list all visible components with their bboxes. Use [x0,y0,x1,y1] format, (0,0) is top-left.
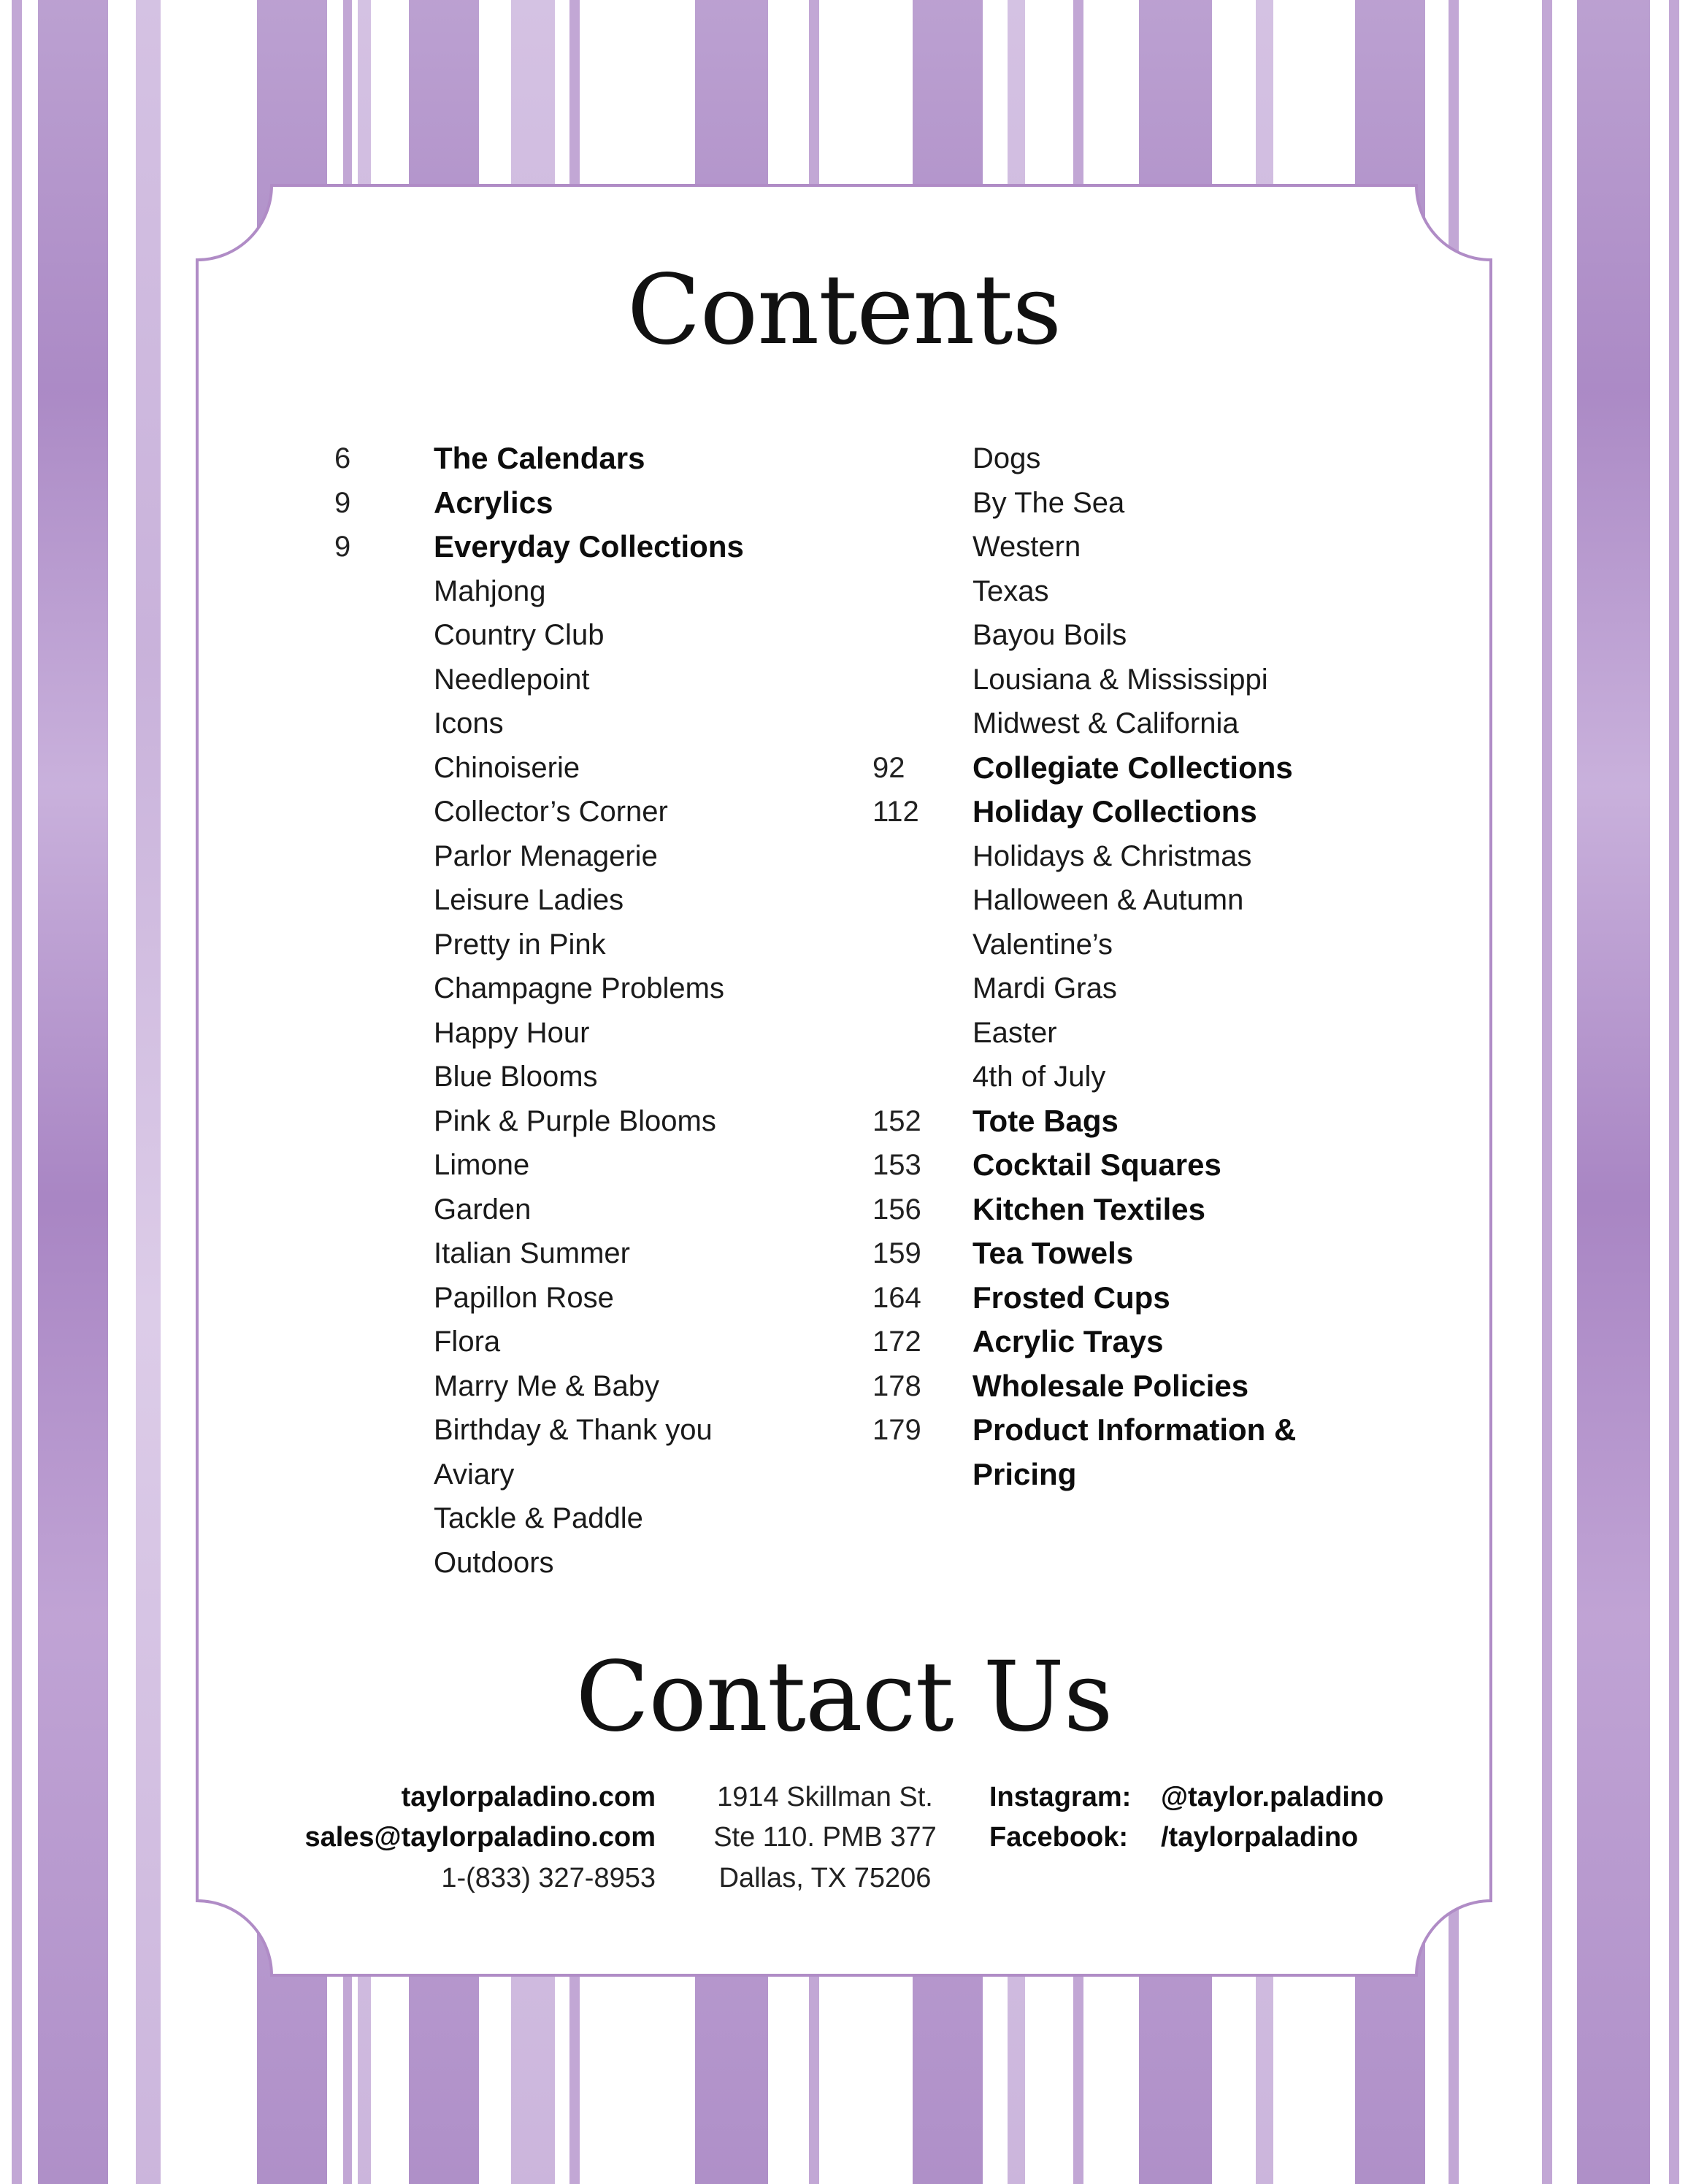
contact-website[interactable]: taylorpaladino.com [401,1782,656,1812]
facebook-handle[interactable]: /taylorpaladino [1161,1822,1359,1853]
toc-section-title: Wholesale Policies [972,1369,1249,1403]
instagram-handle[interactable]: @taylor.paladino [1161,1782,1384,1812]
toc-page-number: 152 [872,1105,921,1137]
contents-heading: Contents [626,254,1062,366]
toc-subsection-title: Collector’s Corner [434,796,668,828]
toc-page-number: 178 [872,1370,921,1402]
toc-page-number: 153 [872,1149,921,1181]
address-line-3: Dallas, TX 75206 [718,1863,932,1893]
toc-subsection-title: Mahjong [434,575,546,607]
toc-section-title: Holiday Collections [972,794,1257,828]
toc-subsection-title: Mardi Gras [972,972,1117,1004]
toc-subsection-title: Limone [434,1149,530,1181]
toc-page-number: 159 [872,1237,921,1269]
toc-subsection-title: Needlepoint [434,664,590,696]
toc-section-title: Acrylics [434,485,553,520]
toc-page-number: 92 [872,752,905,784]
toc-subsection-title: Leisure Ladies [434,884,624,916]
toc-page-number: 112 [872,796,919,828]
address-line-2: Ste 110. PMB 377 [713,1822,937,1853]
toc-subsection-title: Champagne Problems [434,972,724,1004]
toc-page-number: 9 [334,487,351,519]
toc-subsection-title: Bayou Boils [972,619,1127,651]
toc-subsection-title: Outdoors [434,1547,554,1579]
toc-subsection-title: Garden [434,1193,532,1226]
toc-subsection-title: Blue Blooms [434,1061,598,1093]
toc-page-number: 156 [872,1193,921,1226]
toc-section-title: Kitchen Textiles [972,1192,1205,1226]
toc-section-title: The Calendars [434,441,645,475]
toc-subsection-title: Valentine’s [972,928,1113,961]
instagram-label: Instagram: [989,1782,1132,1812]
toc-subsection-title: Italian Summer [434,1237,630,1269]
toc-subsection-title: Holidays & Christmas [972,840,1252,872]
toc-section-title: Cocktail Squares [972,1147,1221,1182]
toc-subsection-title: Tackle & Paddle [434,1502,643,1534]
toc-subsection-title: Midwest & California [972,707,1239,739]
toc-subsection-title: Icons [434,707,504,739]
toc-subsection-title: Birthday & Thank you [434,1414,713,1446]
toc-subsection-title: Dogs [972,442,1041,474]
toc-subsection-title: Papillon Rose [434,1282,614,1314]
toc-subsection-title: Aviary [434,1458,515,1491]
toc-subsection-title: Happy Hour [434,1017,590,1049]
toc-subsection-title: Lousiana & Mississippi [972,664,1268,696]
toc-subsection-title: Flora [434,1326,501,1358]
toc-section-title: Product Information & [972,1412,1297,1447]
toc-page-number: 179 [872,1414,921,1446]
toc-section-title: Pricing [972,1457,1077,1491]
toc-page-number: 6 [334,442,351,474]
toc-subsection-title: Texas [972,575,1049,607]
toc-subsection-title: Easter [972,1017,1057,1049]
toc-subsection-title: Chinoiserie [434,752,580,784]
toc-section-title: Tote Bags [972,1104,1119,1138]
address-line-1: 1914 Skillman St. [717,1782,933,1812]
toc-section-title: Acrylic Trays [972,1324,1164,1358]
contact-phone: 1-(833) 327-8953 [441,1863,656,1893]
toc-subsection-title: Parlor Menagerie [434,840,658,872]
toc-subsection-title: By The Sea [972,487,1125,519]
toc-subsection-title: Halloween & Autumn [972,884,1244,916]
toc-section-title: Everyday Collections [434,529,744,564]
toc-section-title: Collegiate Collections [972,750,1293,785]
facebook-label: Facebook: [989,1822,1129,1853]
contact-email[interactable]: sales@taylorpaladino.com [304,1822,656,1853]
toc-subsection-title: Marry Me & Baby [434,1370,659,1402]
toc-subsection-title: Pink & Purple Blooms [434,1105,716,1137]
contact-us-heading: Contact Us [575,1641,1113,1753]
toc-subsection-title: Western [972,531,1081,563]
toc-subsection-title: Country Club [434,619,605,651]
toc-page-number: 172 [872,1326,921,1358]
toc-page-number: 9 [334,531,351,563]
toc-page-number: 164 [872,1282,921,1314]
toc-subsection-title: Pretty in Pink [434,928,606,961]
toc-section-title: Tea Towels [972,1236,1134,1270]
toc-subsection-title: 4th of July [972,1061,1106,1093]
toc-section-title: Frosted Cups [972,1280,1170,1315]
